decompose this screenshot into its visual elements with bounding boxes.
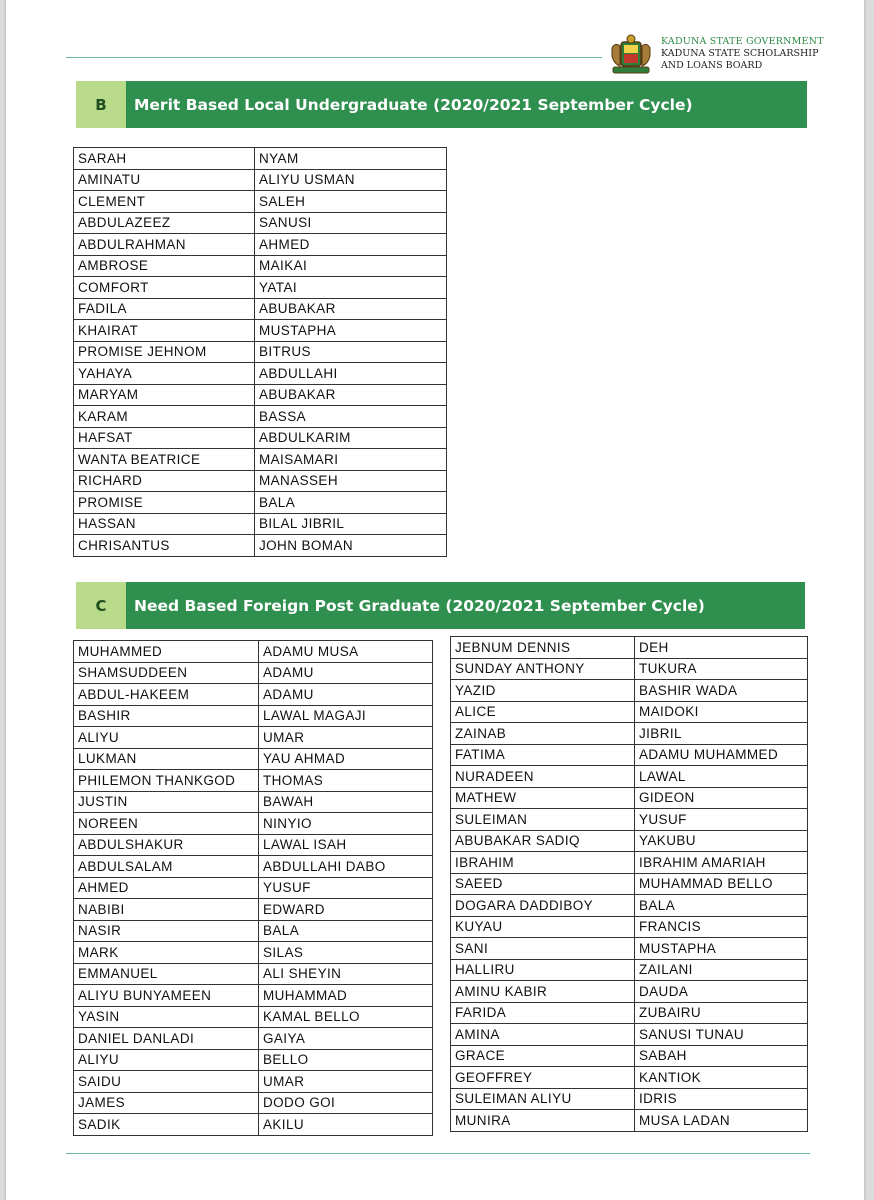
first-name-cell: ABDUL-HAKEEM — [74, 684, 259, 706]
first-name-cell: NABIBI — [74, 899, 259, 921]
table-row — [451, 701, 808, 723]
surname-cell: YUSUF — [635, 809, 808, 831]
table-row — [74, 791, 433, 813]
surname-cell: LAWAL ISAH — [259, 834, 433, 856]
table-row — [74, 684, 433, 706]
surname-cell: BAWAH — [259, 791, 433, 813]
first-name-cell: EMMANUEL — [74, 963, 259, 985]
table-row — [74, 641, 433, 663]
surname-cell: MUSTAPHA — [635, 938, 808, 960]
surname-cell: BILAL JIBRIL — [255, 513, 447, 535]
table-row — [74, 1071, 433, 1093]
surname-cell: BITRUS — [255, 341, 447, 363]
table-row — [74, 255, 447, 277]
table-row — [74, 834, 433, 856]
first-name-cell: KHAIRAT — [74, 320, 255, 342]
first-name-cell: WANTA BEATRICE — [74, 449, 255, 471]
table-row — [74, 770, 433, 792]
table-row — [451, 1088, 808, 1110]
first-name-cell: HAFSAT — [74, 427, 255, 449]
surname-cell: YAU AHMAD — [259, 748, 433, 770]
table-row — [74, 963, 433, 985]
surname-cell: GAIYA — [259, 1028, 433, 1050]
surname-cell: ABDULKARIM — [255, 427, 447, 449]
surname-cell: ADAMU — [259, 662, 433, 684]
table-row — [451, 852, 808, 874]
first-name-cell: AMINA — [451, 1024, 635, 1046]
first-name-cell: ALIYU BUNYAMEEN — [74, 985, 259, 1007]
surname-cell: NINYIO — [259, 813, 433, 835]
first-name-cell: SADIK — [74, 1114, 259, 1136]
surname-cell: BASHIR WADA — [635, 680, 808, 702]
first-name-cell: ABDULRAHMAN — [74, 234, 255, 256]
table-row — [74, 234, 447, 256]
first-name-cell: FATIMA — [451, 744, 635, 766]
table-row — [451, 809, 808, 831]
first-name-cell: ALIYU — [74, 727, 259, 749]
surname-cell: KAMAL BELLO — [259, 1006, 433, 1028]
surname-cell: ADAMU MUHAMMED — [635, 744, 808, 766]
first-name-cell: DOGARA DADDIBOY — [451, 895, 635, 917]
table-row — [451, 787, 808, 809]
table-row — [74, 492, 447, 514]
first-name-cell: BASHIR — [74, 705, 259, 727]
first-name-cell: ABDULSHAKUR — [74, 834, 259, 856]
first-name-cell: SANI — [451, 938, 635, 960]
first-name-cell: IBRAHIM — [451, 852, 635, 874]
first-name-cell: KARAM — [74, 406, 255, 428]
table-row — [74, 513, 447, 535]
table-row — [74, 985, 433, 1007]
first-name-cell: DANIEL DANLADI — [74, 1028, 259, 1050]
first-name-cell: AHMED — [74, 877, 259, 899]
first-name-cell: NOREEN — [74, 813, 259, 835]
surname-cell: YATAI — [255, 277, 447, 299]
table-row — [74, 406, 447, 428]
table-row — [74, 705, 433, 727]
first-name-cell: YAZID — [451, 680, 635, 702]
first-name-cell: ALICE — [451, 701, 635, 723]
first-name-cell: MARYAM — [74, 384, 255, 406]
table-row — [451, 637, 808, 659]
first-name-cell: SULEIMAN ALIYU — [451, 1088, 635, 1110]
table-row — [74, 148, 447, 170]
first-name-cell: GRACE — [451, 1045, 635, 1067]
table-row — [74, 727, 433, 749]
table-row — [74, 1114, 433, 1136]
surname-cell: AHMED — [255, 234, 447, 256]
surname-cell: MAIKAI — [255, 255, 447, 277]
table-row — [74, 813, 433, 835]
surname-cell: SABAH — [635, 1045, 808, 1067]
surname-cell: NYAM — [255, 148, 447, 170]
surname-cell: YUSUF — [259, 877, 433, 899]
first-name-cell: YAHAYA — [74, 363, 255, 385]
section-b-banner — [76, 81, 807, 128]
table-row — [451, 680, 808, 702]
first-name-cell: MATHEW — [451, 787, 635, 809]
table-row — [74, 856, 433, 878]
first-name-cell: SAIDU — [74, 1071, 259, 1093]
first-name-cell: FADILA — [74, 298, 255, 320]
first-name-cell: MUNIRA — [451, 1110, 635, 1132]
table-row — [451, 1067, 808, 1089]
surname-cell: MAIDOKI — [635, 701, 808, 723]
first-name-cell: NURADEEN — [451, 766, 635, 788]
table-row — [74, 535, 447, 557]
surname-cell: JOHN BOMAN — [255, 535, 447, 557]
first-name-cell: SULEIMAN — [451, 809, 635, 831]
table-row — [74, 942, 433, 964]
first-name-cell: ABDULAZEEZ — [74, 212, 255, 234]
first-name-cell: COMFORT — [74, 277, 255, 299]
first-name-cell: KUYAU — [451, 916, 635, 938]
header-rule — [66, 57, 602, 58]
table-row — [74, 169, 447, 191]
surname-cell: JIBRIL — [635, 723, 808, 745]
kaduna-state-crest-icon — [609, 34, 653, 76]
surname-cell: BALA — [635, 895, 808, 917]
surname-cell: ALI SHEYIN — [259, 963, 433, 985]
table-row — [451, 938, 808, 960]
document-page — [6, 0, 864, 1200]
table-row — [451, 981, 808, 1003]
section-c-right-table — [450, 636, 808, 1132]
surname-cell: UMAR — [259, 1071, 433, 1093]
surname-cell: ZAILANI — [635, 959, 808, 981]
first-name-cell: YASIN — [74, 1006, 259, 1028]
table-row — [451, 744, 808, 766]
surname-cell: ALIYU USMAN — [255, 169, 447, 191]
first-name-cell: CLEMENT — [74, 191, 255, 213]
surname-cell: YAKUBU — [635, 830, 808, 852]
first-name-cell: FARIDA — [451, 1002, 635, 1024]
table-row — [451, 766, 808, 788]
table-row — [74, 470, 447, 492]
surname-cell: BALA — [255, 492, 447, 514]
surname-cell: MANASSEH — [255, 470, 447, 492]
surname-cell: SILAS — [259, 942, 433, 964]
surname-cell: BELLO — [259, 1049, 433, 1071]
surname-cell: ABDULLAHI — [255, 363, 447, 385]
issuer-block — [661, 36, 824, 72]
surname-cell: IBRAHIM AMARIAH — [635, 852, 808, 874]
section-b-table — [73, 147, 447, 557]
surname-cell: BALA — [259, 920, 433, 942]
surname-cell: DODO GOI — [259, 1092, 433, 1114]
table-row — [451, 830, 808, 852]
table-row — [74, 1006, 433, 1028]
first-name-cell: SAEED — [451, 873, 635, 895]
table-row — [74, 1028, 433, 1050]
table-row — [451, 959, 808, 981]
surname-cell: ABUBAKAR — [255, 298, 447, 320]
surname-cell: THOMAS — [259, 770, 433, 792]
table-row — [451, 723, 808, 745]
table-row — [74, 1092, 433, 1114]
first-name-cell: JAMES — [74, 1092, 259, 1114]
table-row — [451, 1110, 808, 1132]
table-row — [74, 877, 433, 899]
surname-cell: SALEH — [255, 191, 447, 213]
first-name-cell: AMINU KABIR — [451, 981, 635, 1003]
surname-cell: ADAMU MUSA — [259, 641, 433, 663]
surname-cell: ABDULLAHI DABO — [259, 856, 433, 878]
surname-cell: ZUBAIRU — [635, 1002, 808, 1024]
table-row — [74, 320, 447, 342]
surname-cell: SANUSI — [255, 212, 447, 234]
first-name-cell: SHAMSUDDEEN — [74, 662, 259, 684]
section-b-title: Merit Based Local Undergraduate (2020/2021 September Cycle) — [134, 95, 693, 114]
first-name-cell: RICHARD — [74, 470, 255, 492]
surname-cell: FRANCIS — [635, 916, 808, 938]
first-name-cell: PROMISE JEHNOM — [74, 341, 255, 363]
table-row — [74, 427, 447, 449]
first-name-cell: JUSTIN — [74, 791, 259, 813]
surname-cell: GIDEON — [635, 787, 808, 809]
table-row — [74, 212, 447, 234]
issuer-line-1: KADUNA STATE GOVERNMENT — [661, 36, 824, 47]
first-name-cell: GEOFFREY — [451, 1067, 635, 1089]
section-c-left-table — [73, 640, 433, 1136]
first-name-cell: HALLIRU — [451, 959, 635, 981]
first-name-cell: SUNDAY ANTHONY — [451, 658, 635, 680]
table-row — [451, 895, 808, 917]
table-row — [74, 899, 433, 921]
first-name-cell: AMINATU — [74, 169, 255, 191]
surname-cell: LAWAL MAGAJI — [259, 705, 433, 727]
first-name-cell: PHILEMON THANKGOD — [74, 770, 259, 792]
surname-cell: MAISAMARI — [255, 449, 447, 471]
first-name-cell: NASIR — [74, 920, 259, 942]
surname-cell: KANTIOK — [635, 1067, 808, 1089]
first-name-cell: JEBNUM DENNIS — [451, 637, 635, 659]
footer-rule — [66, 1153, 810, 1154]
first-name-cell: ABUBAKAR SADIQ — [451, 830, 635, 852]
table-row — [451, 873, 808, 895]
surname-cell: MUHAMMAD BELLO — [635, 873, 808, 895]
first-name-cell: ALIYU — [74, 1049, 259, 1071]
first-name-cell: MUHAMMED — [74, 641, 259, 663]
first-name-cell: ZAINAB — [451, 723, 635, 745]
surname-cell: BASSA — [255, 406, 447, 428]
surname-cell: MUSTAPHA — [255, 320, 447, 342]
table-row — [451, 658, 808, 680]
surname-cell: IDRIS — [635, 1088, 808, 1110]
table-row — [74, 191, 447, 213]
surname-cell: LAWAL — [635, 766, 808, 788]
table-row — [74, 920, 433, 942]
table-row — [451, 1045, 808, 1067]
first-name-cell: AMBROSE — [74, 255, 255, 277]
table-row — [451, 1002, 808, 1024]
first-name-cell: LUKMAN — [74, 748, 259, 770]
table-row — [74, 662, 433, 684]
surname-cell: MUHAMMAD — [259, 985, 433, 1007]
first-name-cell: CHRISANTUS — [74, 535, 255, 557]
issuer-line-3: AND LOANS BOARD — [661, 60, 763, 71]
table-row — [74, 277, 447, 299]
table-row — [451, 916, 808, 938]
surname-cell: DEH — [635, 637, 808, 659]
surname-cell: DAUDA — [635, 981, 808, 1003]
table-row — [451, 1024, 808, 1046]
issuer-line-2: KADUNA STATE SCHOLARSHIP — [661, 48, 819, 59]
first-name-cell: MARK — [74, 942, 259, 964]
surname-cell: ADAMU — [259, 684, 433, 706]
table-row — [74, 1049, 433, 1071]
surname-cell: UMAR — [259, 727, 433, 749]
section-c-title: Need Based Foreign Post Graduate (2020/2021 September Cycle) — [134, 596, 705, 615]
surname-cell: SANUSI TUNAU — [635, 1024, 808, 1046]
first-name-cell: SARAH — [74, 148, 255, 170]
first-name-cell: PROMISE — [74, 492, 255, 514]
first-name-cell: ABDULSALAM — [74, 856, 259, 878]
table-row — [74, 748, 433, 770]
first-name-cell: HASSAN — [74, 513, 255, 535]
surname-cell: EDWARD — [259, 899, 433, 921]
surname-cell: ABUBAKAR — [255, 384, 447, 406]
table-row — [74, 298, 447, 320]
table-row — [74, 363, 447, 385]
section-b-letter: B — [76, 81, 126, 128]
table-row — [74, 449, 447, 471]
surname-cell: AKILU — [259, 1114, 433, 1136]
section-c-banner — [76, 582, 805, 629]
surname-cell: TUKURA — [635, 658, 808, 680]
surname-cell: MUSA LADAN — [635, 1110, 808, 1132]
table-row — [74, 384, 447, 406]
section-c-letter: C — [76, 582, 126, 629]
table-row — [74, 341, 447, 363]
